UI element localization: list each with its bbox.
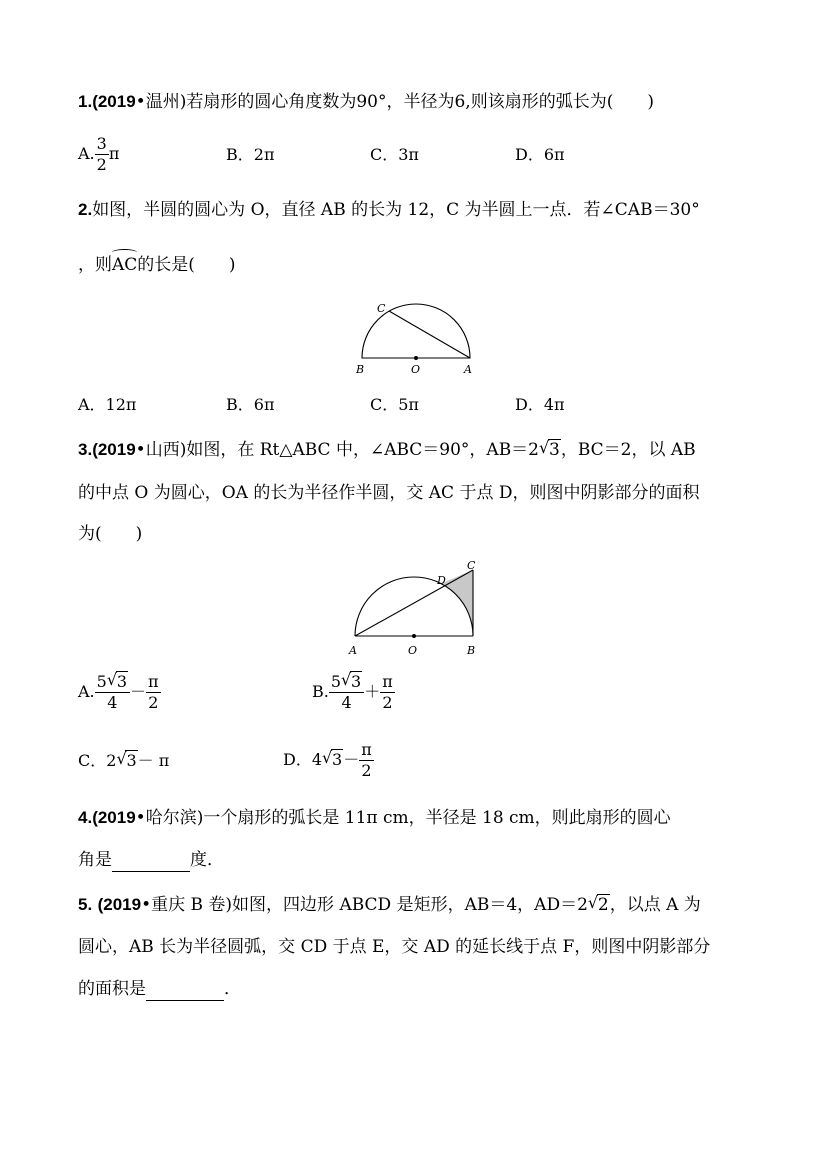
q3-option-b-prefix: B. (312, 682, 329, 701)
q2-arc-text: AC (112, 255, 138, 275)
sqrt-icon: √ (341, 670, 352, 689)
q3-option-b-op: ＋ (364, 682, 381, 701)
q2-line1: 如图，半圆的圆心为 O，直径 AB 的长为 12，C 为半圆上一点．若∠CAB＝30° (92, 200, 700, 220)
q3-option-d-prefix: D．4 (283, 750, 323, 769)
q4-line1: 一个扇形的弧长是 11π cm，半径是 18 cm，则此扇形的圆心 (203, 808, 671, 828)
q5-radicand: 2 (597, 895, 609, 915)
q3-region: 山西) (145, 440, 187, 460)
q4-stem-line2 (78, 848, 224, 872)
q3-option-b-coef: 5 (330, 672, 342, 691)
q3-option-a-prefix: A. (78, 682, 95, 701)
q3-option-c-sqrt (116, 750, 137, 772)
q1-option-c: C．3π (370, 145, 419, 164)
q3-number: 3. (78, 440, 93, 459)
q5-stem-line3 (78, 977, 241, 1001)
q1-option-a-numerator: 3 (96, 134, 107, 153)
q3-option-b-frac1 (329, 672, 364, 713)
q5-line1-b: ，以点 A 为 (609, 895, 701, 915)
q3-label-d: D (437, 574, 446, 587)
q3-stem-line3: 为( ) (78, 524, 143, 544)
sqrt-icon: √ (116, 749, 127, 768)
q1-option-a (78, 134, 119, 175)
q1-stem (78, 90, 654, 114)
q1-option-d: D．6π (515, 145, 565, 164)
q3-option-d-den: 2 (361, 761, 372, 780)
q3-option-c-prefix: C．2 (78, 751, 117, 770)
sqrt-icon: √ (106, 670, 118, 689)
q5-stem-line2: 圆心，AB 长为半径圆弧，交 CD 于点 E，交 AD 的延长线于点 F，则图中阴影部分 (78, 937, 711, 957)
q5-dot: • (141, 895, 152, 915)
q3-center-point (412, 634, 416, 638)
q3-side-ac (355, 570, 473, 636)
q2-stem-line2 (78, 253, 236, 277)
q3-option-b-sqrt (341, 672, 362, 692)
q4-dot: • (135, 808, 146, 828)
sqrt-icon: √ (539, 438, 550, 457)
q3-option-b-den2: 2 (382, 693, 393, 712)
q3-option-d-radicand: 3 (332, 750, 343, 769)
q3-year: (2019 (92, 440, 136, 459)
sqrt-icon: √ (322, 748, 333, 767)
q3-option-a-den1: 4 (107, 693, 118, 712)
q2-center-point (414, 356, 418, 360)
q2-option-d: D．4π (515, 395, 565, 414)
q2-number: 2. (78, 200, 93, 219)
q3-option-d (283, 740, 374, 781)
q2-arc-label (112, 253, 137, 277)
q3-radicand: 3 (549, 440, 560, 460)
q3-option-a-frac1 (95, 672, 130, 713)
q2-chord-ca (389, 311, 470, 358)
q3-option-a-num2: π (148, 672, 159, 691)
q2-semicircle-figure (348, 300, 483, 380)
q2-line2-suffix: 的长是( ) (137, 255, 236, 275)
q2-label-a: A (464, 363, 472, 376)
q5-line1-a: 如图，四边形 ABCD 是矩形，AB＝4，AD＝2 (232, 895, 588, 915)
q3-option-b-radicand: 3 (351, 672, 362, 691)
q1-dot: • (135, 92, 146, 112)
q4-answer-blank[interactable] (112, 853, 190, 872)
q3-option-a-frac2 (146, 672, 161, 713)
q3-option-a (78, 672, 161, 713)
q3-label-a: A (349, 644, 357, 657)
q4-number: 4. (78, 808, 93, 827)
q2-option-b: B．6π (226, 395, 275, 414)
q3-option-b-num1 (329, 672, 364, 693)
q5-sqrt (588, 893, 610, 917)
q4-line2-prefix: 角是 (78, 850, 112, 870)
q3-option-c (78, 750, 169, 772)
q3-label-o: O (408, 644, 418, 657)
q4-stem-line1 (78, 806, 671, 830)
q3-option-b-frac2 (380, 672, 395, 713)
q3-option-d-num: π (361, 740, 372, 759)
q3-figure (343, 556, 488, 660)
q1-option-a-prefix: A. (78, 144, 95, 163)
q1-number: 1. (78, 92, 93, 111)
q5-answer-blank[interactable] (146, 982, 224, 1001)
q5-number: 5. (78, 895, 93, 914)
q3-option-d-frac (359, 740, 374, 781)
q3-label-c: C (467, 559, 476, 572)
q1-region: 温州) (145, 92, 187, 112)
arc-mark-icon (112, 249, 137, 256)
q3-option-d-op: － (343, 750, 360, 769)
q1-year: (2019 (92, 92, 136, 111)
q3-option-b-num2: π (382, 672, 393, 691)
q4-year: (2019 (92, 808, 136, 827)
q3-option-a-radicand: 3 (116, 672, 128, 691)
q3-dot: • (135, 440, 146, 460)
q5-line3-prefix: 的面积是 (78, 979, 146, 999)
q2-option-c: C．5π (370, 395, 419, 414)
q3-option-c-suffix: － π (137, 751, 170, 770)
sqrt-icon: √ (587, 893, 599, 912)
q3-option-a-coef: 5 (96, 672, 107, 691)
q3-line1-a: 如图，在 Rt△ABC 中，∠ABC＝90°，AB＝2 (186, 440, 540, 460)
q3-stem-line1 (78, 438, 696, 462)
q2-label-c: C (377, 302, 386, 315)
q3-sqrt (539, 438, 561, 462)
q1-option-a-fraction (95, 134, 109, 175)
q3-option-a-num1 (95, 672, 130, 693)
q5-region: 重庆 B 卷) (151, 895, 233, 915)
q1-text: 若扇形的圆心角度数为90°，半径为6,则该扇形的弧长为( ) (186, 92, 654, 112)
q3-option-b (312, 672, 395, 713)
q2-label-o: O (411, 363, 421, 376)
q2-label-b: B (356, 363, 365, 376)
q4-line2-suffix: 度． (190, 850, 224, 870)
q3-option-a-den2: 2 (148, 693, 159, 712)
q2-stem-line1 (78, 198, 700, 222)
q3-stem-line2: 的中点 O 为圆心，OA 的长为半径作半圆，交 AC 于点 D，则图中阴影部分的面积 (78, 483, 700, 503)
q3-label-b: B (467, 644, 476, 657)
q4-region: 哈尔滨) (145, 808, 204, 828)
q2-option-a: A．12π (78, 395, 137, 414)
q3-option-c-radicand: 3 (126, 751, 137, 770)
q1-option-a-suffix: π (108, 144, 120, 163)
q5-stem-line1 (78, 893, 701, 917)
q3-option-a-sqrt (107, 672, 128, 692)
q1-option-a-denominator: 2 (96, 155, 107, 174)
q3-option-b-den1: 4 (341, 693, 352, 712)
q3-line1-b: ，BC＝2，以 AB (560, 440, 696, 460)
q3-option-a-op: － (130, 682, 147, 701)
q1-option-b: B．2π (226, 145, 275, 164)
q2-line2-prefix: ，则 (78, 255, 112, 275)
q5-year: (2019 (97, 895, 142, 914)
q5-line3-suffix: ． (224, 979, 241, 999)
q3-option-d-sqrt (322, 749, 343, 771)
